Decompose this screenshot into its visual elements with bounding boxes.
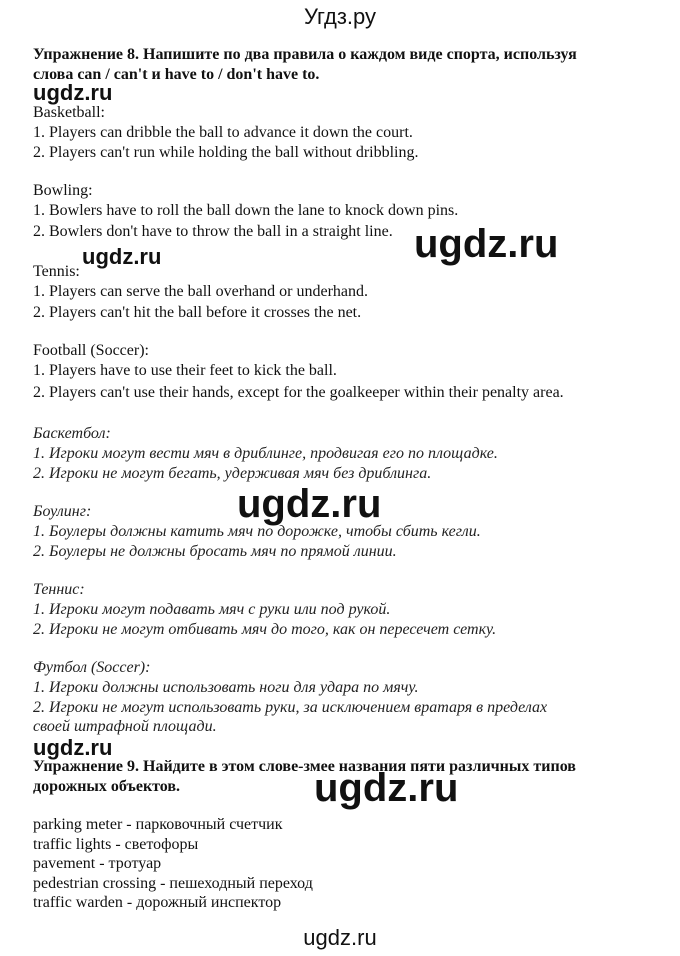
watermark: ugdz.ru	[33, 80, 113, 105]
sport-heading-ru: Теннис:	[33, 581, 85, 598]
sport-heading: Football (Soccer):	[33, 342, 149, 359]
exercise-8-title-line2: слова can / can't и have to / don't have to.	[33, 66, 320, 83]
word-item: pedestrian crossing - пешеходный переход	[33, 875, 313, 892]
watermark: ugdz.ru	[237, 482, 382, 526]
rule-line-ru: своей штрафной площади.	[33, 718, 217, 735]
watermark: ugdz.ru	[33, 735, 113, 760]
rule-line: 2. Bowlers don't have to throw the ball in a straight line.	[33, 223, 393, 240]
word-item: traffic lights - светофоры	[33, 836, 199, 853]
rule-line-ru: 2. Игроки не могут бегать, удерживая мяч без дриблинга.	[33, 465, 432, 482]
rule-line-ru: 1. Игроки могут подавать мяч с руки или под рукой.	[33, 601, 391, 618]
rule-line: 2. Players can't hit the ball before it crosses the net.	[33, 304, 362, 321]
sport-heading-ru: Футбол (Soccer):	[33, 659, 151, 676]
word-item: parking meter - парковочный счетчик	[33, 816, 283, 833]
watermark: ugdz.ru	[82, 244, 162, 269]
rule-line: 2. Players can't use their hands, except for the goalkeeper within their penalty area.	[33, 384, 564, 401]
sport-heading: Tennis:	[33, 263, 80, 280]
rule-line-ru: 2. Боулеры не должны бросать мяч по прямой линии.	[33, 543, 397, 560]
exercise-9-title-line1: Упражнение 9. Найдите в этом слове-змее названия пяти различных типов	[33, 758, 576, 775]
footer-watermark: ugdz.ru	[303, 925, 377, 950]
rule-line-ru: 2. Игроки не могут отбивать мяч до того, как он пересечет сетку.	[33, 621, 497, 638]
sport-heading: Bowling:	[33, 182, 93, 199]
rule-line-ru: 1. Игроки могут вести мяч в дриблинге, продвигая его по площадке.	[33, 445, 498, 462]
word-item: traffic warden - дорожный инспектор	[33, 894, 282, 911]
word-item: pavement - тротуар	[33, 855, 162, 872]
site-title: Угдз.ру	[303, 4, 377, 29]
exercise-8-title-line1: Упражнение 8. Напишите по два правила о каждом виде спорта, используя	[33, 46, 577, 63]
rule-line-ru: 2. Игроки не могут использовать руки, за исключением вратаря в пределах	[33, 699, 548, 716]
rule-line-ru: 1. Боулеры должны катить мяч по дорожке, чтобы сбить кегли.	[33, 523, 481, 540]
rule-line: 1. Players can serve the ball overhand or underhand.	[33, 283, 368, 300]
exercise-9-title-line2: дорожных объектов.	[33, 778, 181, 795]
watermark: ugdz.ru	[314, 766, 459, 810]
watermark: ugdz.ru	[414, 222, 559, 266]
rule-line: 2. Players can't run while holding the ball without dribbling.	[33, 144, 419, 161]
rule-line: 1. Players have to use their feet to kick the ball.	[33, 362, 337, 379]
sport-heading-ru: Баскетбол:	[33, 425, 111, 442]
rule-line: 1. Players can dribble the ball to advance it down the court.	[33, 124, 413, 141]
rule-line: 1. Bowlers have to roll the ball down the lane to knock down pins.	[33, 202, 459, 219]
sport-heading: Basketball:	[33, 104, 105, 121]
sport-heading-ru: Боулинг:	[33, 503, 92, 520]
rule-line-ru: 1. Игроки должны использовать ноги для удара по мячу.	[33, 679, 419, 696]
